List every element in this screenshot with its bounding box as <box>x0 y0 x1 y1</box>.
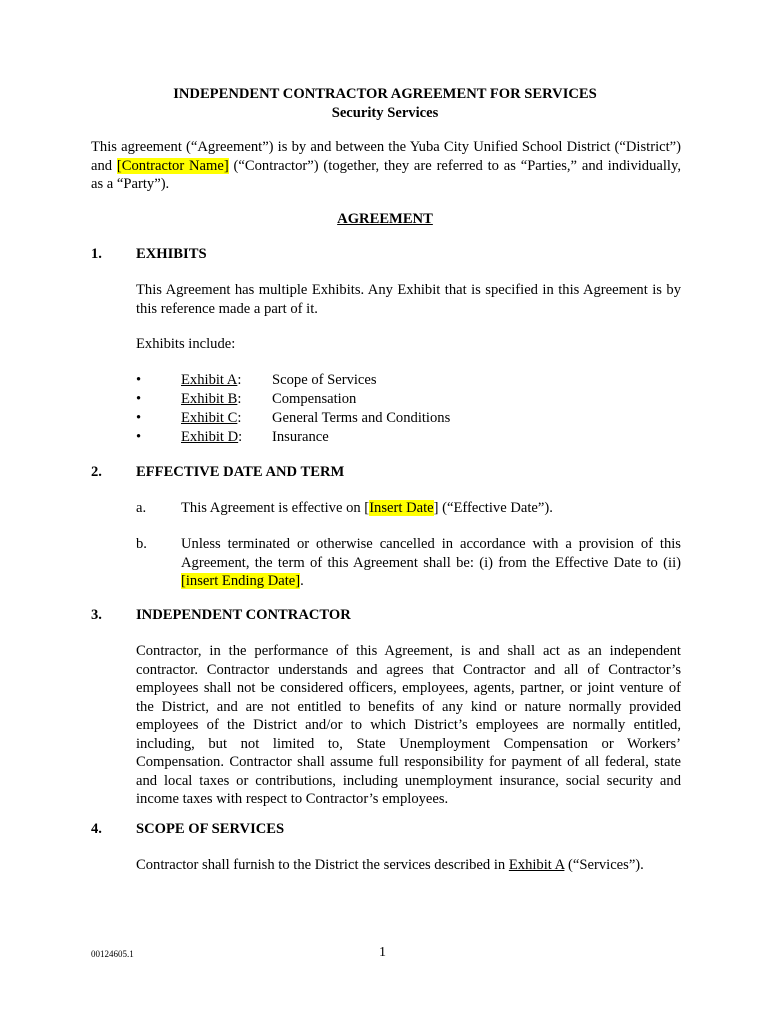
clause-b-text <box>181 535 681 591</box>
exhibit-b-link: Exhibit B <box>181 391 238 407</box>
bullet-icon: • <box>136 372 142 388</box>
section-1-title: EXHIBITS <box>136 246 207 262</box>
section-4-text-2: (“Services”). <box>564 857 644 873</box>
intro-text-1: This agreement (“Agreement”) is by and between the Yuba City Unified School District (“District”) and <box>91 139 681 174</box>
section-1-paragraph: This Agreement has multiple Exhibits. Any Exhibit that is specified in this Agreement is by this reference made a part of it. <box>136 282 681 317</box>
document-title: INDEPENDENT CONTRACTOR AGREEMENT FOR SERVICES <box>173 86 597 102</box>
agreement-heading: AGREEMENT <box>337 211 433 227</box>
intro-paragraph <box>91 138 681 194</box>
exhibit-c-link: Exhibit C <box>181 410 238 426</box>
exhibit-list <box>136 371 536 447</box>
section-3-number: 3. <box>91 607 102 623</box>
section-4-text-1: Contractor shall furnish to the District the services described in <box>136 857 509 873</box>
bullet-icon: • <box>136 429 142 445</box>
list-item: • Exhibit A: Scope of Services <box>136 372 377 388</box>
clause-b-text-1: Unless terminated or otherwise cancelled in accordance with a provision of this Agreement, the term of this Agreement shall be: (i) from the Effective Date to (ii) <box>181 536 681 571</box>
document-title-block <box>91 85 679 122</box>
section-1-number: 1. <box>91 246 102 262</box>
insert-date-placeholder: Insert Date <box>369 500 434 516</box>
exhibit-description: General Terms and Conditions <box>272 410 451 426</box>
section-4-number: 4. <box>91 821 102 837</box>
intro-text-2: (“Contractor”) (together, they are referred to as “Parties,” and individually, as a “Party”). <box>91 157 681 192</box>
clause-a-text <box>181 499 681 518</box>
bullet-icon: • <box>136 391 142 407</box>
clause-a-text-2: ] (“Effective Date”). <box>433 500 553 516</box>
page-number: 1 <box>379 945 386 960</box>
section-3-title: INDEPENDENT CONTRACTOR <box>136 607 351 623</box>
section-4-title: SCOPE OF SERVICES <box>136 821 285 837</box>
section-2-number: 2. <box>91 464 102 480</box>
document-id: 00124605.1 <box>91 949 134 959</box>
section-4-paragraph <box>136 856 681 875</box>
list-item: • Exhibit B: Compensation <box>136 391 357 407</box>
exhibit-description: Insurance <box>272 429 329 445</box>
exhibit-d-link: Exhibit D <box>181 429 239 445</box>
exhibit-a-link: Exhibit A <box>181 372 238 388</box>
section-2-title: EFFECTIVE DATE AND TERM <box>136 464 345 480</box>
clause-a-letter: a. <box>136 500 147 516</box>
clause-b-letter: b. <box>136 536 147 552</box>
document-subtitle: Security Services <box>331 104 439 121</box>
clause-b-text-2: . <box>300 573 304 589</box>
section-3-paragraph: Contractor, in the performance of this Agreement, is and shall act as an independent contractor. Contractor understands and agrees that Contractor and all of Contractor’s employees shall not be considered officers, employees, agents, partner, or joint venture of the District, and are not entitled to benefits of any kind or nature normally provided employees of the District and/or to which District’s employees are normally entitled, including, but not limited to, State Unemployment Compensation or Workers’ Compensation. Contractor shall assume full responsibility for payment of all federal, state and local taxes or contributions, including unemployment insurance, social security and income taxes with respect to Contractor’s employees. <box>136 643 681 807</box>
clause-a-text-1: This Agreement is effective on [ <box>181 500 370 516</box>
exhibit-a-reference: Exhibit A <box>508 857 565 873</box>
exhibits-include-text: Exhibits include: <box>136 336 236 352</box>
bullet-icon: • <box>136 410 142 426</box>
list-item: • Exhibit D: Insurance <box>136 429 329 445</box>
contractor-name-placeholder: [Contractor Name] <box>116 157 229 174</box>
ending-date-placeholder: [insert Ending Date] <box>181 573 301 589</box>
exhibit-description: Compensation <box>272 391 357 407</box>
exhibit-description: Scope of Services <box>272 372 377 388</box>
list-item: • Exhibit C: General Terms and Conditions <box>136 410 451 426</box>
